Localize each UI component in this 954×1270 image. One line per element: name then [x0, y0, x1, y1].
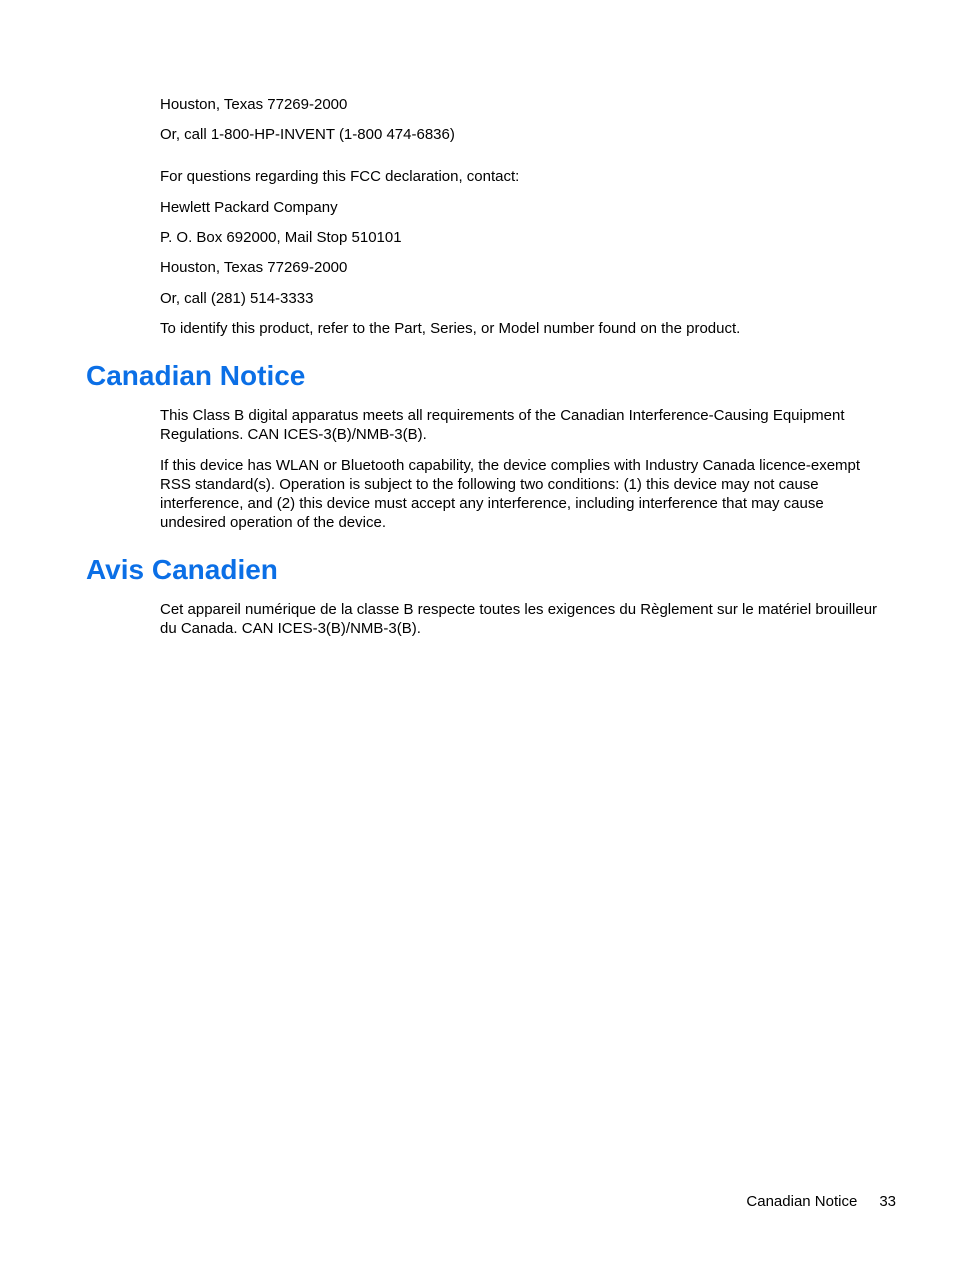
canadian-notice-heading: Canadian Notice — [86, 360, 306, 391]
avis-canadien-paragraph-1: Cet appareil numérique de la classe B respecte toutes les exigences du Règlement sur le matériel brouilleur du Canada. CAN ICES-3(B)/NMB-3(B). — [160, 601, 878, 637]
avis-canadien-heading: Avis Canadien — [86, 554, 278, 585]
page-number: 33 — [879, 1193, 896, 1210]
contact-line-intro: For questions regarding this FCC declaration, contact: — [160, 168, 520, 185]
contact-line-identify: To identify this product, refer to the Part, Series, or Model number found on the product. — [160, 320, 741, 337]
page-footer — [746, 1192, 896, 1211]
canadian-notice-paragraph-2: If this device has WLAN or Bluetooth capability, the device complies with Industry Canada licence-exempt RSS standard(s). Operation is subject to the following two conditions: (1) this device may not cause interference, and (2) this device must accept any interference, including interference that may cause undesired operation of the device. — [160, 457, 861, 531]
contact-line-address-2: Houston, Texas 77269-2000 — [160, 259, 348, 276]
canadian-notice-paragraph-1: This Class B digital apparatus meets all requirements of the Canadian Interference-Causing Equipment Regulations. CAN ICES-3(B)/NMB-3(B). — [160, 407, 845, 443]
contact-line-phone-1: Or, call 1-800-HP-INVENT (1-800 474-6836) — [160, 126, 455, 143]
contact-line-pobox: P. O. Box 692000, Mail Stop 510101 — [160, 229, 402, 246]
contact-line-address-1: Houston, Texas 77269-2000 — [160, 96, 348, 113]
footer-section-title: Canadian Notice — [746, 1193, 858, 1210]
contact-line-company: Hewlett Packard Company — [160, 199, 338, 216]
contact-line-phone-2: Or, call (281) 514-3333 — [160, 290, 314, 307]
